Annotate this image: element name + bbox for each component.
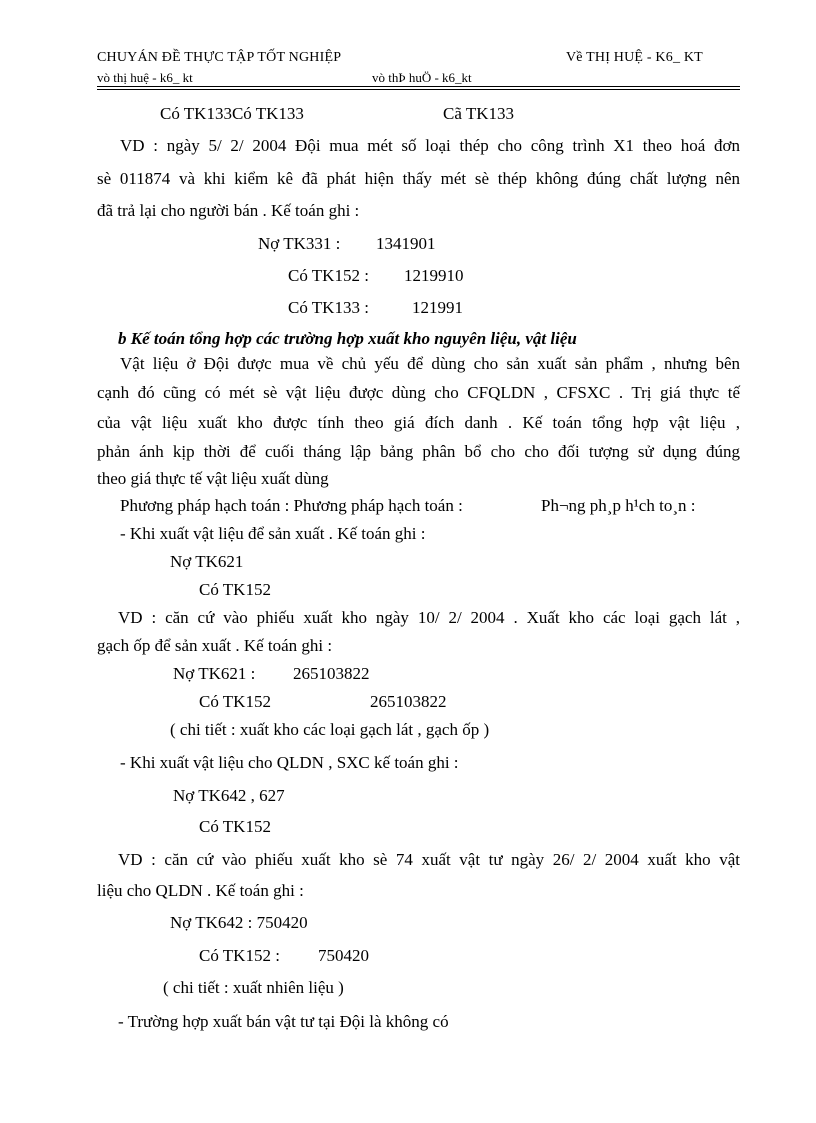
detail-2: ( chi tiết : xuất nhiên liệu )	[163, 978, 344, 997]
last-line: - Trường hợp xuất bán vật tư tại Đội là không có	[118, 1012, 449, 1031]
para-p2: cạnh đó cũng có mét sè vật liệu được dùng cho CFQLDN , CFSXC . Trị giá thực tế	[97, 383, 740, 402]
para-vd2-line1: VD : căn cứ vào phiếu xuất kho ngày 10/ 2/ 2004 . Xuất kho các loại gạch lát ,	[118, 608, 740, 627]
para-vd1-line3: đã trả lại cho người bán . Kế toán ghi :	[97, 201, 360, 220]
detail-1: ( chi tiết : xuất kho các loại gạch lát , gạch ốp )	[170, 720, 490, 739]
header-right-title: Về THỊ HUỆ - K6_ KT	[566, 50, 703, 65]
header-rule-bottom	[97, 89, 740, 90]
header-rule-top	[97, 86, 740, 87]
entry-co-tk152-label: Có TK152 :	[288, 266, 369, 285]
entry-no-tk331-label: Nợ TK331 :	[258, 234, 341, 253]
method-line-a: Phương pháp hạch toán : Phương pháp hạch toán :	[120, 496, 463, 515]
para-vd1-line1: VD : ngày 5/ 2/ 2004 Đội mua mét số loại thép cho công trình X1 theo hoá đơn	[120, 136, 740, 155]
case-1-co: Có TK152	[199, 580, 271, 599]
entry-co-tk152-2-value: 265103822	[370, 692, 447, 711]
para-vd2-line2: gạch ốp để sản xuất . Kế toán ghi :	[97, 636, 333, 655]
entry-co-tk133-value: 121991	[412, 298, 463, 317]
para-p1: Vật liệu ở Đội được mua về chủ yếu để dùng cho sản xuất sản phẩm , nhưng bên	[120, 354, 740, 373]
para-p5: theo giá thực tế vật liệu xuất dùng	[97, 469, 329, 488]
para-p4: phản ánh kịp thời để cuối tháng lập bảng phân bổ cho cho đối tượng sử dụng đúng	[97, 442, 740, 461]
case-2-co: Có TK152	[199, 817, 271, 836]
entry-co-tk152-value: 1219910	[404, 266, 464, 285]
heading-b: b Kế toán tổng hợp các trường hợp xuất kho nguyên liệu, vật liệu	[118, 329, 577, 348]
para-vd3-line2: liệu cho QLDN . Kế toán ghi :	[97, 881, 304, 900]
case-1-title: - Khi xuất vật liệu để sản xuất . Kế toán ghi :	[120, 524, 426, 543]
para-vd3-line1: VD : căn cứ vào phiếu xuất kho sè 74 xuất vật tư ngày 26/ 2/ 2004 xuất kho vật	[118, 850, 740, 869]
entry-no-tk642: Nợ TK642 : 750420	[170, 913, 308, 932]
entry-co-tk133-label: Có TK133 :	[288, 298, 369, 317]
entry-co-tk152-3-label: Có TK152 :	[199, 946, 280, 965]
header-sub-left: vò thị huệ - k6_ kt	[97, 70, 193, 85]
entry-co-tk152-3-value: 750420	[318, 946, 369, 965]
entry-no-tk331-value: 1341901	[376, 234, 436, 253]
entry-co-tk152-2-label: Có TK152	[199, 692, 271, 711]
line-co-tk133-a: Có TK133Có TK133	[160, 104, 304, 123]
para-vd1-line2: sè 011874 và khi kiểm kê đã phát hiện thấy mét sè thép không đúng chất lượng nên	[97, 169, 740, 188]
case-2-no: Nợ TK642 , 627	[173, 786, 285, 805]
case-2-title: - Khi xuất vật liệu cho QLDN , SXC kế toán ghi :	[120, 753, 459, 772]
para-p3: của vật liệu xuất kho được tính theo giá đích danh . Kế toán tổng hợp vật liệu ,	[97, 413, 740, 432]
case-1-no: Nợ TK621	[170, 552, 244, 571]
method-line-b: Ph¬ng ph¸p h¹ch to¸n :	[541, 496, 696, 515]
header-left-title: CHUYÁN ĐỀ THỰC TẬP TỐT NGHIỆP	[97, 50, 342, 65]
header-sub-mid: vò thÞ huÖ - k6_kt	[372, 70, 472, 85]
entry-no-tk621-label: Nợ TK621 :	[173, 664, 256, 683]
entry-no-tk621-value: 265103822	[293, 664, 370, 683]
line-co-tk133-b: Cã TK133	[443, 104, 514, 123]
